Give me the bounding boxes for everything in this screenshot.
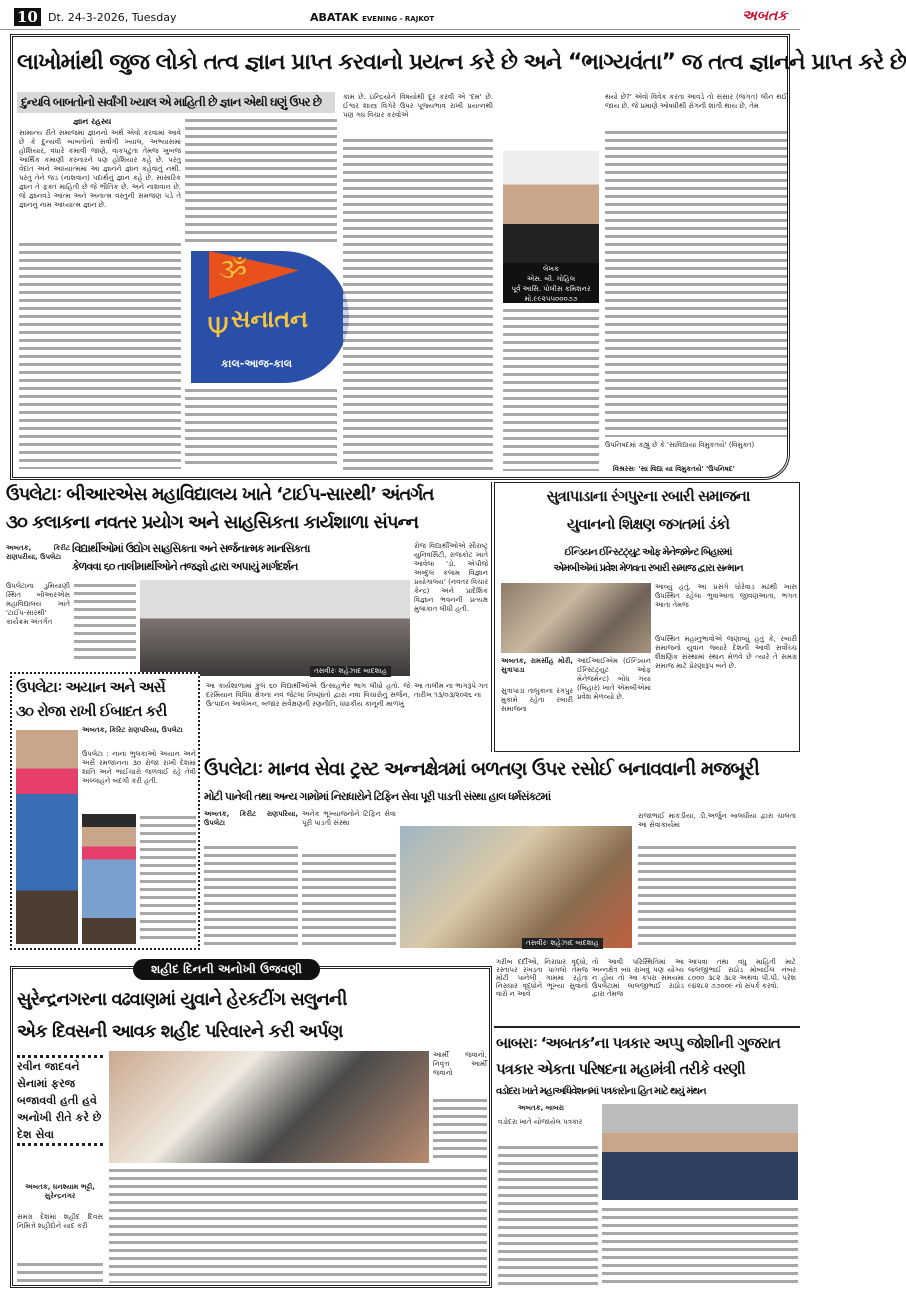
babra-headline2: પત્રકાર એકતા પરિષદના મહામંત્રી તરીકે વરણી <box>496 1060 745 1078</box>
author-label: લેખક <box>543 265 559 273</box>
lead-text-column <box>605 129 787 437</box>
article2-text <box>74 582 136 662</box>
salon-photo <box>109 1051 429 1163</box>
article-babra <box>494 1026 800 1290</box>
logo: અબતક <box>742 8 788 24</box>
vishrasa: વિશ્રરસઃ 'સા વિદ્યા યા વિમુકતયે' 'ઉપનિષદ' <box>613 465 735 473</box>
sutrapada-body: સુત્રાપાડા તાલુકાના રંગપુર મુકામે રહેતા રબારી સમાજના <box>501 687 573 713</box>
lead-text-column <box>19 241 181 469</box>
article3-body: અનેક ભૂખ્યાજનોને ટિફિન સેવા પૂરી પાડતી સંસ્થા <box>302 810 396 827</box>
article3-body4: આપવા તથા વધુ માહિતી માટે લાલજીભાઈ રાઠોડ મોબાઈલ નંબર ૮૦૦૦ ૩૮૨ ૩૮૨ અથવા પી.પી. પરેશ ૯૪૨૮૨ ૭૭૦૦૯ નો સંપર્ક કરવો. <box>688 958 796 990</box>
eid-article <box>10 672 200 950</box>
paper-name: ABATAK <box>310 11 359 24</box>
eid-headline2: ૩૦ રોજા રાખી ઈબાદત કરી <box>16 702 167 720</box>
kitchen-photo <box>400 826 632 948</box>
sutrapada-sub2: એમબીએમાં પ્રવેશ મેળવતા રબારી સમાજ દ્વારા સન્માન <box>553 563 743 574</box>
lead-text-column <box>343 137 493 471</box>
sanatan-logo <box>191 251 349 383</box>
article3-text <box>302 852 396 950</box>
article-shaheed <box>10 962 492 1288</box>
article3-text <box>638 844 796 950</box>
eid-byline: અબતક, કિરિટ રાણપરિયા, ઉપલેટા <box>82 726 183 734</box>
article2-col3: રોજ વિદ્યાર્થીઓએ સૌરાષ્ટ્ર યુનિવર્સિટી, રાજકોટ ખાતે આવેલા 'ડો. એપીજે અબ્દુલ કલામ વિજ્ઞાન પ્રયોગાલય' (નવતર વિચાર કેન્દ્ર) અને પ્રાદેશિક વિજ્ઞાન ભવનની પ્રત્યક્ષ મુલાકાત લીધી હતી. <box>414 542 488 613</box>
article2-headline2: ૩૦ કલાકના નવતર પ્રયોગ અને સાહસિકતા કાર્યશાળા સંપન્ન <box>6 512 419 533</box>
award-photo <box>602 1104 798 1200</box>
eid-body: ઉપલેટા : નાના ભુલકાઓ અયાન અને અર્સે રમજાનના ૩૦ રોજા રાખી દેશમાં શાંતિ અને ભાઈચારો જળવાઈ રહે તેવી અલ્લાહને બંદગી કરી હતી. <box>82 750 196 785</box>
author-photo <box>503 151 599 263</box>
article2-body2: આ કાર્યશાળામાં કુલ ૬૦ વિદ્યાર્થીઓએ ઉત્સાહભેર ભાગ લીધો હતો. જે દરમિયાન વિવિધ ક્ષેત્રના નવ જેટલા નિષ્ણાંતો દ્વારા નવા વિચારોનું સર્જન, ઉત્પાદન આલેખન, બજાર સર્વેક્ષણની રણનીતિ, ધંધાકીય કાનૂની માળખું <box>206 682 410 708</box>
trident-icon: Ψ <box>207 311 230 344</box>
babra-sub: વડોદરા ખાતે મહાઅધિવેશનમાં પત્રકારોના હિત માટે થયું મંથન <box>496 1086 706 1097</box>
edition: EVENING - RAJKOT <box>362 15 435 23</box>
babra-text <box>498 1144 598 1288</box>
shaheed-headline2: એક દિવસની આવક શહીદ પરિવારને કરી અર્પણ <box>17 1021 343 1042</box>
shaheed-text <box>433 1097 487 1163</box>
article3-text <box>204 844 298 950</box>
shaheed-side: આર્મી જવાનો, નિવૃત્ત આર્મી જવાનો <box>433 1051 487 1077</box>
boy-photo <box>16 730 78 944</box>
article3-right: રાજાભાઈ માકડીયા, ડી.અર્જુન બાલધીયા દ્વારા ચાલતા આ સેવાકાર્યમાં <box>638 812 796 829</box>
article2-byline: અબતક, કિરીટ રાણપરીયા, ઉપલેટા <box>6 544 70 561</box>
shaheed-side-quote: રવીન જાદવને સેનામાં ફરજ બજાવવી હતી હવે અનોખી રીતે કરે છે દેશ સેવા <box>17 1055 103 1146</box>
logo-tag: કાલ-આજ-કાલ <box>221 357 293 370</box>
logo-word: સનાતન <box>231 305 308 333</box>
babra-headline1: બાબરાઃ ‘અબતક’ના પત્રકાર અપ્પુ જોશીની ગુજરાત <box>496 1034 780 1052</box>
sutrapada-body2: આઈઆઈએમ (ઈન્ડિયન ઈન્સ્ટિટ્યુટ ઓફ મેનેજમેન્ટ) બોધ ગયા (બિહાર) ખાતે એમબીએમાં પ્રવેશ મેળવ્યો છે. <box>577 657 651 701</box>
sutrapada-side: આવ્યું હતું. આ પ્રસંગે ધોરેવાડ મઢથી ખાસ ઉપસ્થિત રહેલા ભુવાઆતા જીવણઆતા, ભગત આતા તેમજ <box>655 583 797 609</box>
article-annakshetra <box>200 756 800 956</box>
author-phone: મો.૯૯૨૫૫૦૦૦૭૭ <box>524 295 578 303</box>
article3-body3: તો આવી પરિસ્થિતિમાં આ અન્નક્ષેત્ર બંધ રાખવું પણ યોગ્ય ન હોય તો આ કપરા સમયમાં ઉપલેટામાં લાલજીભાઈ રાઠોડ દ્વારા તેમજ <box>592 958 684 998</box>
babra-byline: અબતક, બાબરા <box>518 1104 564 1112</box>
article2-body: ઉપલેટાના ડુમિયાણી સ્થિત બીઆરએસ મહાવિદ્યાલય ખાતે 'ટાઈપ-સારથી' કાર્યક્રમ અંતર્ગત <box>6 582 70 626</box>
shaheed-tag: શહીદ દિનની અનોખી ઉજવણી <box>133 959 320 980</box>
lead-text-column <box>503 307 599 471</box>
article3-sub: મોટી પાનેલી તથા અન્ય ગામોમાં નિરાધારોને ટિફિન સેવા પૂરી પાડતી સંસ્થા હાલ ધર્મસંકટમાં <box>204 790 551 803</box>
shaheed-byline: અબતક, ઘનશ્યામ ભટ્ટી, સુરેન્દ્રનગર <box>25 1183 95 1200</box>
article2-sub1: વિદ્યાર્થીઓમાં ઉદ્યોગ સાહસિકતા અને સર્જનાત્મક માનસિકતા <box>72 542 310 555</box>
article2-sub2: કેળવવા ૬૦ તાલીમાર્થીઓને તજજ્ઞો દ્વારા અપાયું માર્ગદર્શન <box>72 560 298 573</box>
sutrapada-body3: ઉપસ્થિત મહાનુભાવોએ જણાવ્યું હતું કે, રબારી સમાજનો યુવાન જ્યારે દેશની આવી સર્વોચ્ચ શૈક્ષણિક સંસ્થામાં સ્થાન મેળવે છે ત્યારે તે સમગ્ર સમાજ માટે પ્રેરણારૂપ બને છે. <box>655 635 797 670</box>
shaheed-headline1: સુરેન્દ્રનગરના વઢવાણમાં યુવાને હેરકટીંગ સલુનની <box>17 989 347 1010</box>
article2-headline1: ઉપલેટાઃ બીઆરએસ મહાવિદ્યાલય ખાતે ‘ટાઈપ-સારથી’ અંતર્ગત <box>6 484 434 505</box>
photo-credit: તસવીરઃ શહેઝાદ બાદશાહ <box>310 666 391 677</box>
date: Dt. 24-3-2026, Tuesday <box>48 11 177 24</box>
masthead <box>310 11 434 24</box>
lead-headline: લાખોમાંથી જુજ લોકો તત્વ જ્ઞાન પ્રાપ્ત કરવાનો પ્રયત્ન કરે છે અને “ભાગ્યવંતા” જ તત્વ જ્ઞાનને પ્રાપ્ત કરે છે <box>17 50 906 75</box>
article3-byline: અબતક, કિરીટ રાણપરિયા, ઉપલેટા <box>204 810 298 827</box>
article3-body2: ગરીબ દર્દીઓ, નિરાધાર વૃદ્ધો, રસ્તાપર રખડતા પાગલો તેમજ મોટી પાનેલી ગામમાં રહેતા નિરાધાર વૃદ્ધોને ભૂખ્યા સુવાનો વારો ન આવે <box>496 958 588 998</box>
sutrapada-headline1: સુત્રાપાડાના રંગપુરના રબારી સમાજના <box>546 487 750 505</box>
eid-text <box>140 814 196 944</box>
lead-body: સામાન્ય રીતે સમાજમાં જ્ઞાનનો અર્થ એવો કરવામાં આવે છે કે દુન્યવી બાબતોનો સર્વાંગી ખ્યાલ, અભ્યાસમાં હોશિયાર, વધારે કમાવી જાણે, વાકપટુતા તેમજ ખુબજ આર્થિક કમાણી કરનારને પણ હોશિયાર કહે છે. પરંતુ વેદાંત અને આધ્યાત્મમાં આ જ્ઞાનને જ્ઞાન કહેવાતું નથી. પરંતુ તેને જડ (નાશવાન) પદાર્થનું જ્ઞાન કહે છે. સાંસારિક જ્ઞાન તે ફક્ત માહિતી છે જે ભૌતિક છે. અને નાશવાન છે. જે જ્ઞાનવડે આત્મ અને અનાત્મ વસ્તુની સમજણ પડે તે જ્ઞાનનું નામ આધ્યાત્મ જ્ઞાન છે. <box>19 129 181 209</box>
lead-text-column <box>185 387 337 469</box>
lead-subheadline: દુન્યવિ બાબતોનો સર્વાંગી ખ્યાલ એ માહિતી છે જ્ઞાન એથી ઘણું ઉપર છે <box>17 92 335 113</box>
photo-credit: તસવીરઃ શહેઝાદ બાદશાહ <box>522 938 603 949</box>
boy-photo <box>82 814 136 944</box>
page-number: 10 <box>14 8 41 26</box>
article2-body3: આ તાલીમ ના ભાગરૂપે ગત તારીખ ૧૩/૦૩/૨૦૨૬ ના <box>414 682 488 699</box>
article-sutrapada <box>494 482 800 752</box>
babra-text <box>602 1206 798 1288</box>
lead-article <box>10 34 906 480</box>
babra-body: વડોદરા ખાતે યોજાયેલ પત્રકાર <box>498 1118 583 1126</box>
lead-text-column <box>185 117 337 247</box>
lead-col2: કામ છે. ઇન્દ્રિયોને વિષયોથી દૂર કરવી એ 'દમ' છે. ઈશ્વર શાસ્ત્ર વિગેરે ઉપર પૂજ્યભાવ રાખી પ્રયત્નથી પણ ગધ વિચાર કરવોએ <box>343 93 493 119</box>
felicitation-photo <box>501 583 651 653</box>
sutrapada-sub1: ઈન્ડિયન ઈન્સ્ટિટ્યુટ ઓફ મેનેજમેન્ટ બિહારમાં <box>564 547 732 558</box>
shaheed-text <box>17 1261 103 1283</box>
shaheed-text <box>109 1167 487 1283</box>
page-header <box>0 0 800 30</box>
eid-headline1: ઉપલેટાઃ અયાન અને અર્સે <box>16 678 165 696</box>
workshop-photo <box>140 580 410 676</box>
section-title: જ્ઞાન રહસ્ય <box>73 117 112 126</box>
author-box <box>503 263 599 303</box>
author-name: એસ. બી. ગોહિલ <box>526 275 576 283</box>
shaheed-body: સમગ્ર દેશમાં શહીદ દિવસ નિમિત્તે શહીદોને યાદ કરી <box>17 1213 103 1230</box>
sutrapada-byline: અબતક, રામસીંહ મોરી, સુત્રાપાડા <box>501 657 573 674</box>
sutrapada-headline2: યુવાનનો શિક્ષણ જગતમાં ડંકો <box>567 515 729 533</box>
lead-closing: ઉપનિષદમાં કહ્યું છે કે 'સાવિદ્યાયા વિમુકતયે' (વિમુક્ત) <box>605 441 755 449</box>
article3-headline: ઉપલેટાઃ માનવ સેવા ટ્રસ્ટ અન્નક્ષેત્રમાં બળતણ ઉપર રસોઈ બનાવવાની મજબૂરી <box>204 758 759 780</box>
author-title: પૂર્વ આસિ. પોલીસ કમિશનર <box>511 285 591 293</box>
lead-col3: થયો છે?' એવો વિવેક કરતા આવડે તો સંસાર (જગત) લીન થઈ જાય છે. જે પ્રમાણે ઓષધીથી રોગની શાંતી થાય છે, તેમ <box>605 93 787 110</box>
om-symbol: ૐ <box>219 255 248 285</box>
